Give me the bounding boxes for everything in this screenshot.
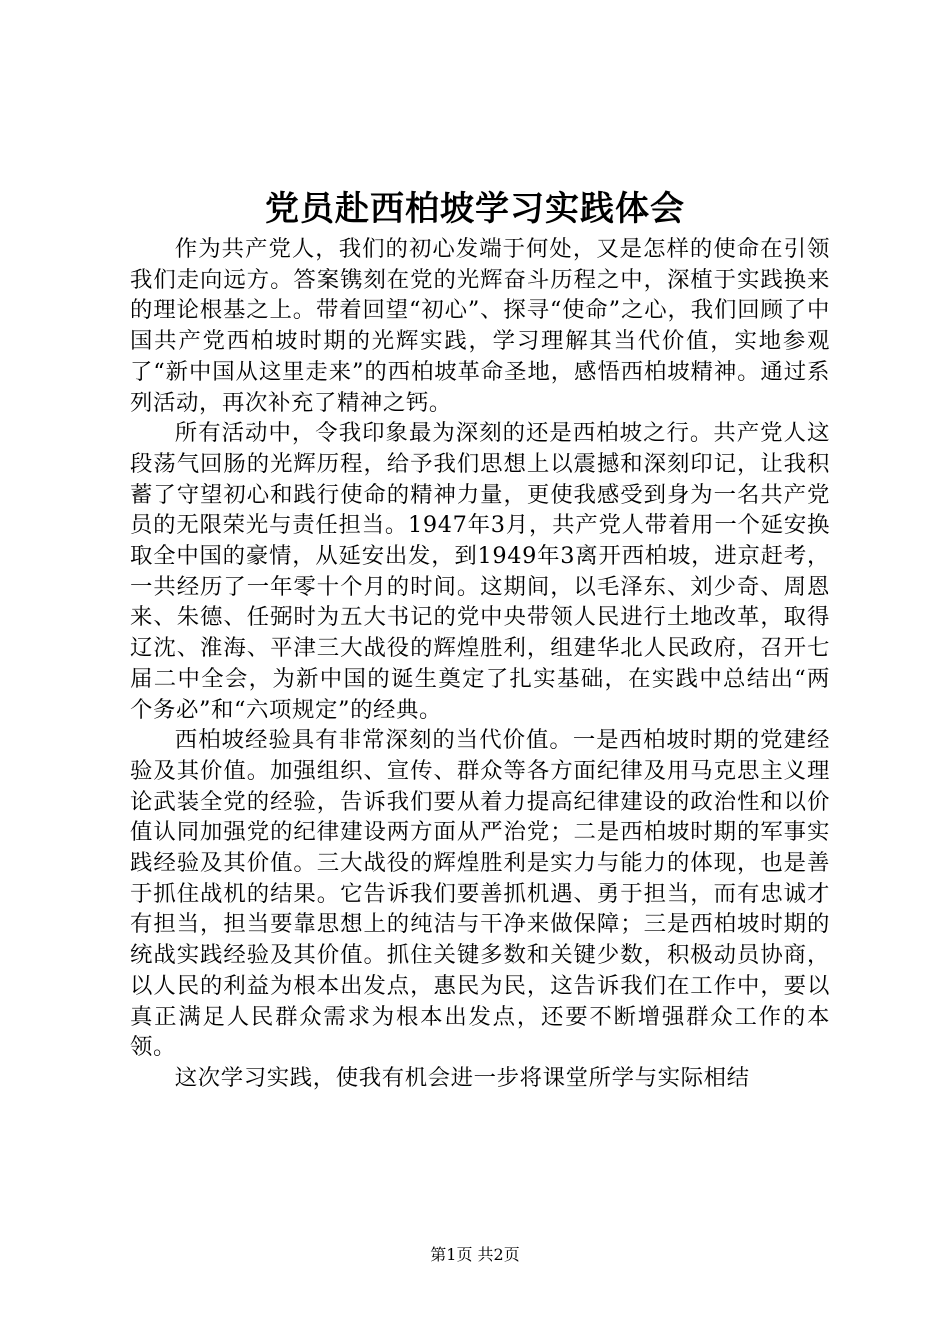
page-number-footer: 第1页 共2页: [430, 1245, 520, 1264]
paragraph-2: 所有活动中，令我印象最为深刻的还是西柏坡之行。共产党人这段荡气回肠的光辉历程，给予我们思想上以震撼和深刻印记，让我积蓄了守望初心和践行使命的精神力量，更使我感受到身为一名共产党员的无限荣光与责任担当。1947年3月，共产党人带着用一个延安换取全中国的豪情，从延安出发，到1949年3离开西柏坡，进京赶考，一共经历了一年零十个月的时间。这期间，以毛泽东、刘少奇、周恩来、朱德、任弼时为五大书记的党中央带领人民进行土地改革，取得辽沈、淮海、平津三大战役的辉煌胜利，组建华北人民政府，召开七届二中全会，为新中国的诞生奠定了扎实基础，在实践中总结出“两个务必”和“六项规定”的经典。: [130, 420, 830, 723]
paragraph-3: 西柏坡经验具有非常深刻的当代价值。一是西柏坡时期的党建经验及其价值。加强组织、宣传、群众等各方面纪律及用马克思主义理论武装全党的经验，告诉我们要从着力提高纪律建设的政治性和以价值认同加强党的纪律建设两方面从严治党；二是西柏坡时期的军事实践经验及其价值。三大战役的辉煌胜利是实力与能力的体现，也是善于抓住战机的结果。它告诉我们要善抓机遇、勇于担当，而有忠诚才有担当，担当要靠思想上的纯洁与干净来做保障；三是西柏坡时期的统战实践经验及其价值。抓住关键多数和关键少数，积极动员协商，以人民的利益为根本出发点，惠民为民，这告诉我们在工作中，要以真正满足人民群众需求为根本出发点，还要不断增强群众工作的本领。: [130, 727, 830, 1061]
document-title: 党员赴西柏坡学习实践体会: [265, 189, 685, 229]
paragraph-4: 这次学习实践，使我有机会进一步将课堂所学与实际相结: [174, 1064, 750, 1091]
document-body: [130, 234, 830, 1094]
paragraph-1: 作为共产党人，我们的初心发端于何处，又是怎样的使命在引领我们走向远方。答案镌刻在党的光辉奋斗历程之中，深植于实践换来的理论根基之上。带着回望“初心”、探寻“使命”之心，我们回顾了中国共产党西柏坡时期的光辉实践，学习理解其当代价值，实地参观了“新中国从这里走来”的西柏坡革命圣地，感悟西柏坡精神。通过系列活动，再次补充了精神之钙。: [130, 236, 830, 416]
